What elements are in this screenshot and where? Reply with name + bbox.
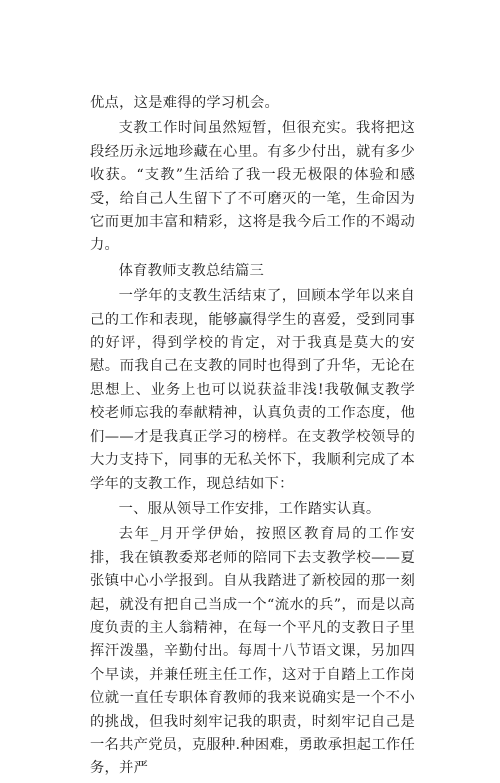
subheading-1: 一、服从领导工作安排，工作踏实认真。 [118, 500, 381, 517]
paragraph-4: 去年_月开学伊始，按照区教育局的工作安排，我在镇教委郑老师的陪同下去支教学校——夏张镇中心小学报到。自从我踏进了新校园的那一刻起，就没有把自己当成一个“流水的兵”，而是以高度负责的主人翁精神，在每一个平凡的支教日子里挥汗泼墨，辛勤付出。每周十八节语文课，另加四个早读，并兼任班主任工作，这对于自踏上工作岗位就一直任专职体育教师的我来说确实是一个不小的挑战，但我时刻牢记我的职责，时刻牢记自己是一名共产党员，克服种.种困难，勇敢承担起工作任务，并严 [90, 526, 415, 777]
section-heading: 体育教师支教总结篇三 [118, 262, 265, 279]
paragraph-3: 一学年的支教生活结束了，回顾本学年以来自己的工作和表现，能够赢得学生的喜爱，受到同事的好评，得到学校的肯定，对于我真是莫大的安慰。而我自己在支教的同时也得到了升华，无论在思想上、业务上也可以说获益非浅!我敬佩支教学校老师忘我的奉献精神，认真负责的工作态度，他们——才是我真正学习的榜样。在支教学校领导的大力支持下，同事的无私关怀下，我顺利完成了本学年的支教工作，现总结如下： [90, 288, 415, 492]
document-body [90, 92, 415, 783]
paragraph-1: 优点，这是难得的学习机会。 [90, 95, 280, 111]
paragraph-2: 支教工作时间虽然短暂，但很充实。我将把这段经历永远地珍藏在心里。有多少付出，就有多少收获。“支教”生活给了我一段无极限的体验和感受，给自己人生留下了不可磨灭的一笔，生命因为它而更加丰富和精彩，这将是我今后工作的不竭动力。 [90, 120, 415, 254]
